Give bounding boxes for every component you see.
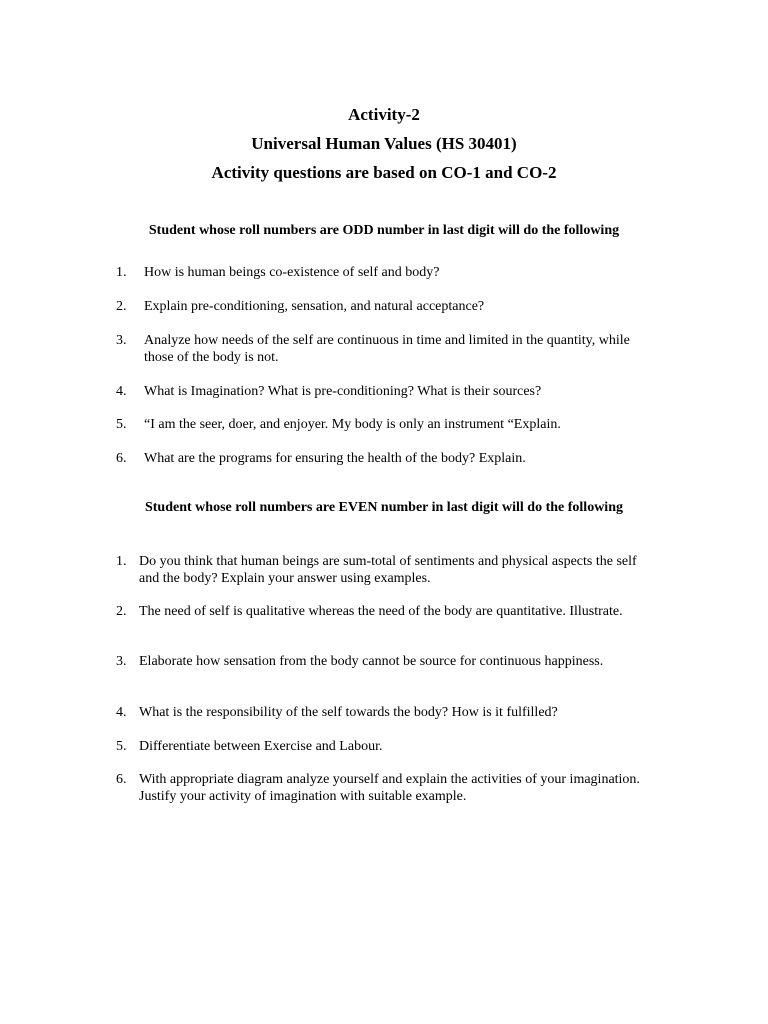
question-number: 3. xyxy=(116,333,127,348)
question-number: 2. xyxy=(116,604,127,619)
question-text: The need of self is qualitative whereas the need of the body are quantitative. Illustrate. xyxy=(139,604,623,619)
question-text: Differentiate between Exercise and Labour. xyxy=(139,739,383,754)
question-text: With appropriate diagram analyze yourself and explain the activities of your imagination. Justify your activity of imagination with suitable example. xyxy=(139,772,640,804)
question-number: 6. xyxy=(116,772,127,787)
even-section-heading: Student whose roll numbers are EVEN number in last digit will do the following xyxy=(144,500,623,515)
question-text: What is the responsibility of the self towards the body? How is it fulfilled? xyxy=(139,705,558,720)
question-text: What is Imagination? What is pre-conditioning? What is their sources? xyxy=(144,384,542,399)
document-subtitle: Activity questions are based on CO-1 and CO-2 xyxy=(211,163,557,182)
question-text: Elaborate how sensation from the body cannot be source for continuous happiness. xyxy=(139,654,604,669)
question-number: 5. xyxy=(116,739,127,754)
question-text: Explain pre-conditioning, sensation, and natural acceptance? xyxy=(144,299,485,314)
question-number: 5. xyxy=(116,417,127,432)
question-number: 2. xyxy=(116,299,127,314)
question-number: 4. xyxy=(116,384,127,399)
odd-section-heading: Student whose roll numbers are ODD number in last digit will do the following xyxy=(148,223,620,238)
course-title: Universal Human Values (HS 30401) xyxy=(251,134,517,153)
question-text: “I am the seer, doer, and enjoyer. My body is only an instrument “Explain. xyxy=(144,417,561,432)
question-number: 1. xyxy=(116,554,127,569)
question-text: What are the programs for ensuring the health of the body? Explain. xyxy=(144,451,526,466)
question-number: 6. xyxy=(116,451,127,466)
document-title: Activity-2 xyxy=(348,105,420,124)
question-number: 1. xyxy=(116,265,127,280)
question-text: How is human beings co-existence of self and body? xyxy=(144,265,440,280)
question-number: 3. xyxy=(116,654,127,669)
question-text: Do you think that human beings are sum-total of sentiments and physical aspects the self and the body? Explain your answer using examples. xyxy=(139,554,637,586)
question-text: Analyze how needs of the self are continuous in time and limited in the quantity, while those of the body is not. xyxy=(144,333,630,365)
question-number: 4. xyxy=(116,705,127,720)
